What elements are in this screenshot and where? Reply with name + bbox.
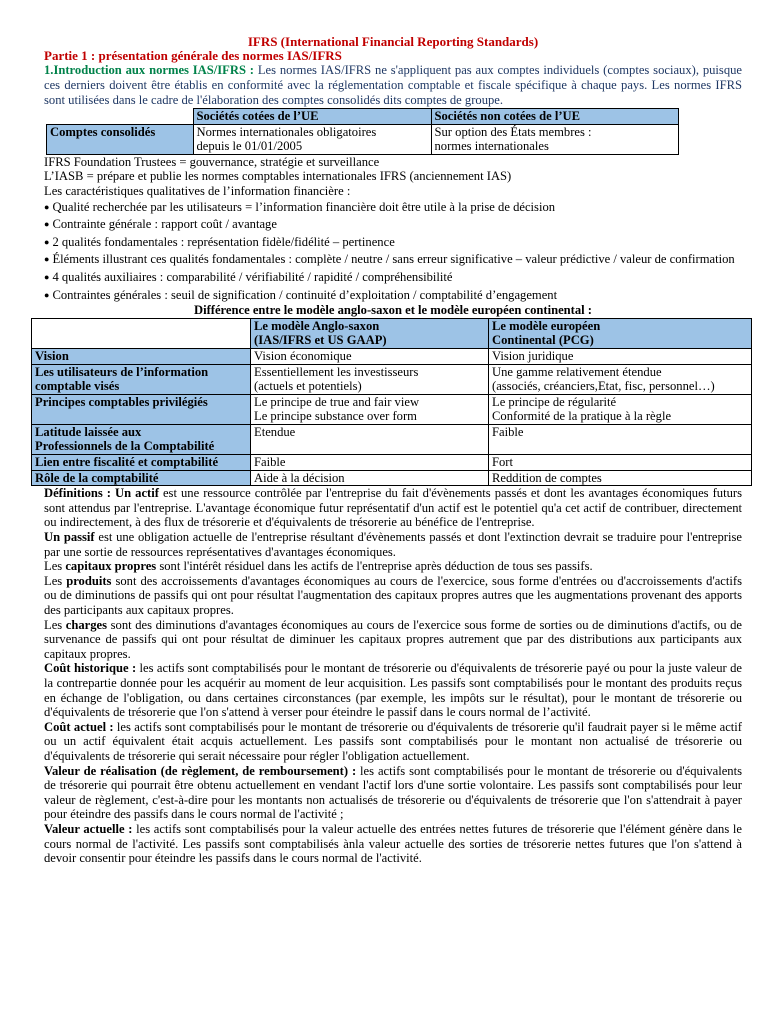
table-row: Vision Vision économique Vision juridique	[32, 348, 752, 364]
table1-cell-listed: Normes internationales obligatoires depuis le 01/01/2005	[193, 124, 431, 154]
row-label: Principes comptables privilégiés	[32, 394, 251, 424]
definition-realisable-value: Valeur de réalisation (de règlement, de remboursement) : les actifs sont comptabilisés pour le montant de trésorerie ou d'équivalents de trésorerie qui pourrait être obtenu actuellement en vendant l'actif lors d'une sortie volontaire. Les passifs sont comptabilisés pour leur valeur de règlement, c'est-à-dire pour les montants non actualisés de trésorerie ou d'équivalents de trésorerie que l'on s'attendrait à payer pour éteindre des passifs dans le cours normal de l'activité ;	[44, 763, 742, 822]
table1-cell-unlisted: Sur option des États membres : normes internationales	[431, 124, 679, 154]
governance-line: IFRS Foundation Trustees = gouvernance, stratégie et surveillance	[44, 154, 380, 169]
part-heading: Partie 1 : présentation générale des normes IAS/IFRS	[44, 48, 342, 63]
table-row: Latitude laissée aux Professionnels de la Comptabilité Etendue Faible	[32, 424, 752, 454]
table-row: Lien entre fiscalité et comptabilité Faible Fort	[32, 455, 752, 471]
bullet-item: ● Éléments illustrant ces qualités fondamentales : complète / neutre / sans erreur significative – valeur prédictive / valeur de confirmation	[44, 252, 742, 268]
intro-text: Les normes IAS/IFRS ne s'appliquent pas aux comptes individuels (comptes sociaux), puisque ces derniers doivent être établis en conformité avec la réglementation comptable et fiscale spécifique à chaque pays. Les normes IFRS sont utilisées dans le cadre de l'élaboration des comptes consolidés dits comptes de groupe.	[44, 63, 743, 107]
document-page	[35, 34, 743, 866]
definitions-section	[44, 486, 742, 865]
row-label: Vision	[32, 348, 251, 364]
table2-header-anglo: Le modèle Anglo-saxon (IAS/IFRS et US GAAP)	[251, 318, 489, 348]
definition-present-value: Valeur actuelle : les actifs sont comptabilisés pour la valeur actuelle des entrées nettes futures de trésorerie que l'élément génère dans le cours normal de l'activité. Les passifs sont comptabilisés ànla valeur actuelle des sorties de trésorerie nettes futures que l'on s'attend à devoir consentir pour éteindre les passifs dans le cours normal de l'activité.	[44, 821, 742, 866]
definition-expenses: Les charges sont des diminutions d'avantages économiques au cours de l'exercice sous forme de sorties ou de diminutions d'actifs, ou de survenance de passifs qui ont pour résultat de diminuer les capitaux propres autrement que par des distributions aux participants aux capitaux propres.	[44, 617, 742, 661]
table1-header-listed: Sociétés cotées de l’UE	[193, 109, 431, 125]
row-label: Lien entre fiscalité et comptabilité	[32, 455, 251, 471]
model-comparison-table	[31, 318, 752, 487]
bullet-item: ● 2 qualités fondamentales : représentation fidèle/fidélité – pertinence	[44, 235, 742, 251]
definition-liability: Un passif est une obligation actuelle de l'entreprise résultant d'évènements passés et dont l'extinction devrait se traduire pour l'entreprise par une sortie de ressources représentatives d'avantages économiques.	[44, 530, 742, 559]
definition-current-cost: Coût actuel : les actifs sont comptabilisés pour le montant de trésorerie ou d'équivalents de trésorerie qu'il faudrait payer si le même actif ou un actif équivalent était acquis actuellement. Les passifs sont comptabilisés pour le montant non actualisé de trésorerie ou d'équivalents de trésorerie qui serait nécessaire pour régler l'obligation actuellement.	[44, 719, 742, 763]
table1-row-label: Comptes consolidés	[47, 124, 194, 154]
definition-historical-cost: Coût historique : les actifs sont comptabilisés pour le montant de trésorerie ou d'équivalents de trésorerie payé ou pour la juste valeur de la contrepartie donnée pour les acquérir au moment de leur acquisition. Les passifs sont comptabilisés pour le montant des produits reçus en échange de l'obligation, ou dans certaines circonstances (par exemple, les impôts sur le résultat), pour le montant de trésorerie ou d'équivalents de trésorerie que l'on s'attend à verser pour éteindre le passif dans le cours normal de l’activité.	[44, 661, 742, 720]
bullet-item: ● Contrainte générale : rapport coût / avantage	[44, 217, 742, 233]
bullet-item: ● 4 qualités auxiliaires : comparabilité / vérifiabilité / rapidité / compréhensibilité	[44, 270, 742, 286]
bullet-item: ● Contraintes générales : seuil de signification / continuité d’exploitation / comptabilité d’engagement	[44, 288, 742, 304]
table-row: Les utilisateurs de l’information comptable visés Essentiellement les investisseurs (actuels et potentiels) Une gamme relativement étendue (associés, créanciers,Etat, fisc, personnel…)	[32, 364, 752, 394]
table1-header-unlisted: Sociétés non cotées de l’UE	[431, 109, 679, 125]
definition-asset: Définitions : Un actif est une ressource contrôlée par l'entreprise du fait d'évènements passés et dont les avantages économiques futurs sont attendus par l'entreprise. L'avantage économique futur représentatif d'un actif est le potentiel qu'a cet actif de contribuer, directement ou indirectement, à des flux de trésorerie et d'équivalents de trésorerie au bénéfice de l'entreprise.	[44, 486, 742, 530]
definition-equity: Les capitaux propres sont l'intérêt résiduel dans les actifs de l'entreprise après déduction de tous ses passifs.	[44, 559, 593, 574]
comparison-caption: Différence entre le modèle anglo-saxon et le modèle européen continental :	[193, 303, 593, 318]
table-row: Rôle de la comptabilité Aide à la décision Reddition de comptes	[32, 470, 752, 486]
table-row: Principes comptables privilégiés Le principe de true and fair view Le principe substance over form Le principe de régularité Conformité de la pratique à la règle	[32, 394, 752, 424]
intro-paragraph	[44, 63, 742, 108]
row-label: Les utilisateurs de l’information comptable visés	[32, 364, 251, 394]
row-label: Latitude laissée aux Professionnels de la Comptabilité	[32, 424, 251, 454]
row-label: Rôle de la comptabilité	[32, 470, 251, 486]
qualitative-intro-line: Les caractéristiques qualitatives de l’information financière :	[44, 183, 351, 198]
definition-income: Les produits sont des accroissements d'avantages économiques au cours de l'exercice, sous forme d'entrées ou d'accroissements d'actifs ou de diminutions de passifs qui ont pour résultat l'augmentation des capitaux propres autres que les augmentations provenant des apports des participants aux capitaux propres.	[44, 573, 742, 617]
table2-header-euro: Le modèle européen Continental (PCG)	[489, 318, 752, 348]
bullet-item: ● Qualité recherchée par les utilisateurs = l’information financière doit être utile à la prise de décision	[44, 200, 742, 216]
document-title: IFRS (International Financial Reporting Standards)	[247, 34, 539, 49]
consolidated-accounts-table	[46, 108, 679, 155]
intro-lead: 1.Introduction aux normes IAS/IFRS :	[44, 63, 255, 77]
iasb-line: L’IASB = prépare et publie les normes comptables internationales IFRS (anciennement IAS)	[44, 169, 512, 184]
